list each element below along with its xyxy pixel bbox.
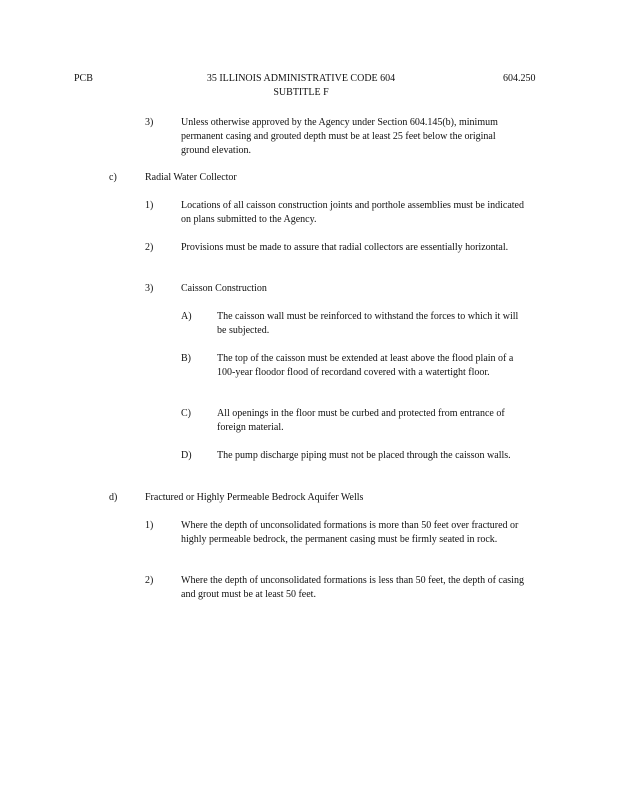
section-d-heading: Fractured or Highly Permeable Bedrock Aquifer Wells [145, 492, 364, 503]
header-agency: PCB [74, 73, 93, 84]
item-c3-label: 3) [145, 283, 154, 294]
item-c3A-label: A) [181, 311, 192, 322]
item-c1-label: 1) [145, 200, 154, 211]
item-c3C-text: All openings in the floor must be curbed and protected from entrance of foreign material. [217, 408, 505, 433]
header-subtitle-line: SUBTITLE F [273, 87, 329, 98]
item-c3D-text: The pump discharge piping must not be placed through the caisson walls. [217, 450, 511, 461]
item-b3-label: 3) [145, 117, 154, 128]
item-d1-text: Where the depth of unconsolidated formations is more than 50 feet over fractured or highly permeable bedrock, the permanent casing must be firmly seated in rock. [181, 520, 519, 545]
section-c-heading: Radial Water Collector [145, 172, 237, 183]
item-d2-text: Where the depth of unconsolidated formations is less than 50 feet, the depth of casing and grout must be at least 50 feet. [181, 575, 524, 600]
item-c3A-text: The caisson wall must be reinforced to withstand the forces to which it will be subjected. [217, 311, 519, 336]
header-code-line: 35 ILLINOIS ADMINISTRATIVE CODE 604 [206, 73, 396, 84]
header-section-number: 604.250 [503, 73, 536, 84]
item-c3C-label: C) [181, 408, 191, 419]
item-c3-heading: Caisson Construction [181, 283, 267, 294]
item-c3D-label: D) [181, 450, 192, 461]
item-c1-text: Locations of all caisson construction joints and porthole assemblies must be indicated on plans submitted to the Agency. [181, 200, 524, 225]
section-c-label: c) [109, 172, 117, 183]
header-title [176, 72, 426, 100]
item-c2-label: 2) [145, 242, 154, 253]
item-b3-text: Unless otherwise approved by the Agency under Section 604.145(b), minimum permanent casing and grouted depth must be at least 25 feet below the original ground elevation. [181, 117, 498, 156]
item-d1-label: 1) [145, 520, 154, 531]
item-d2-label: 2) [145, 575, 154, 586]
item-c3B-label: B) [181, 353, 191, 364]
item-c2-text: Provisions must be made to assure that radial collectors are essentially horizontal. [181, 242, 509, 253]
section-d-label: d) [109, 492, 118, 503]
item-c3B-text: The top of the caisson must be extended at least above the flood plain of a 100-year floodor flood of recordand covered with a watertight floor. [217, 353, 514, 378]
